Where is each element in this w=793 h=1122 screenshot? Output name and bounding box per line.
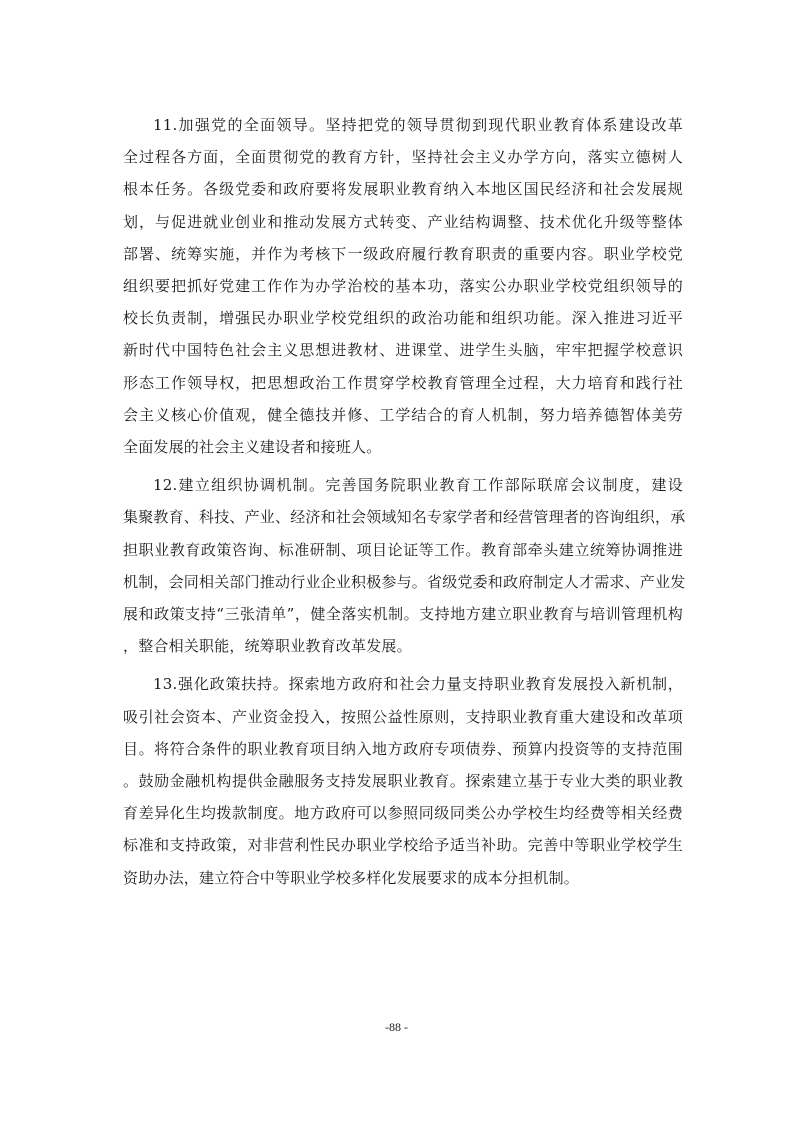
paragraph-line: 育差异化生均拨款制度。地方政府可以参照同级同类公办学校生均经费等相关经费 (123, 804, 683, 823)
paragraph-line: 机制，会同相关部门推动行业企业积极参与。省级党委和政府制定人才需求、产业发 (123, 572, 686, 591)
document-body (123, 109, 686, 900)
paragraph-line: 组织要把抓好党建工作作为办学治校的基本功，落实公办职业学校党组织领导的 (123, 277, 683, 296)
paragraph-line: 部署、统筹实施，并作为考核下一级政府履行教育职责的重要内容。职业学校党 (123, 244, 683, 263)
paragraph-11 (123, 109, 683, 463)
paragraph-line: 全过程各方面，全面贯彻党的教育方针，坚持社会主义办学方向，落实立德树人 (123, 148, 683, 167)
paragraph-line: 吸引社会资本、产业资金投入，按照公益性原则，支持职业教育重大建设和改革项 (123, 707, 683, 726)
paragraph-line: 划，与促进就业创业和推动发展方式转变、产业结构调整、技术优化升级等整体 (123, 212, 683, 231)
page-number: -88 - (385, 1020, 408, 1034)
paragraph-line: 资助办法，建立符合中等职业学校多样化发展要求的成本分担机制。 (123, 868, 580, 887)
paragraph-line: ，整合相关职能，统筹职业教育改革发展。 (123, 637, 412, 656)
paragraph-line: 12.建立组织协调机制。完善国务院职业教育工作部际联席会议制度，建设 (153, 476, 683, 495)
paragraph-13 (123, 668, 683, 893)
paragraph-line: 标准和支持政策，对非营利性民办职业学校给予适当补助。完善中等职业学校学生 (123, 836, 683, 855)
paragraph-line: 根本任务。各级党委和政府要将发展职业教育纳入本地区国民经济和社会发展规 (123, 180, 683, 199)
paragraph-line: 13.强化政策扶持。探索地方政府和社会力量支持职业教育发展投入新机制， (153, 675, 683, 694)
paragraph-line: 展和政策支持“三张清单”，健全落实机制。支持地方建立职业教育与培训管理机构 (123, 605, 683, 624)
paragraph-line: 会主义核心价值观，健全德技并修、工学结合的育人机制，努力培养德智体美劳 (123, 405, 683, 424)
paragraph-line: 校长负责制，增强民办职业学校党组织的政治功能和组织功能。深入推进习近平 (123, 309, 683, 328)
paragraph-line: 担职业教育政策咨询、标准研制、项目论证等工作。教育部牵头建立统筹协调推进 (123, 540, 683, 559)
paragraph-12 (123, 469, 686, 662)
paragraph-line: 。鼓励金融机构提供金融服务支持发展职业教育。探索建立基于专业大类的职业教 (123, 772, 683, 791)
paragraph-line: 全面发展的社会主义建设者和接班人。 (123, 438, 382, 457)
paragraph-line: 11.加强党的全面领导。坚持把党的领导贯彻到现代职业教育体系建设改革 (153, 116, 683, 134)
paragraph-line: 新时代中国特色社会主义思想进教材、进课堂、进学生头脑，牢牢把握学校意识 (123, 341, 683, 360)
paragraph-line: 形态工作领导权，把思想政治工作贯穿学校教育管理全过程，大力培育和践行社 (123, 373, 683, 392)
paragraph-line: 集聚教育、科技、产业、经济和社会领域知名专家学者和经营管理者的咨询组织，承 (123, 508, 686, 527)
paragraph-line: 目。将符合条件的职业教育项目纳入地方政府专项债券、预算内投资等的支持范围 (123, 739, 683, 758)
